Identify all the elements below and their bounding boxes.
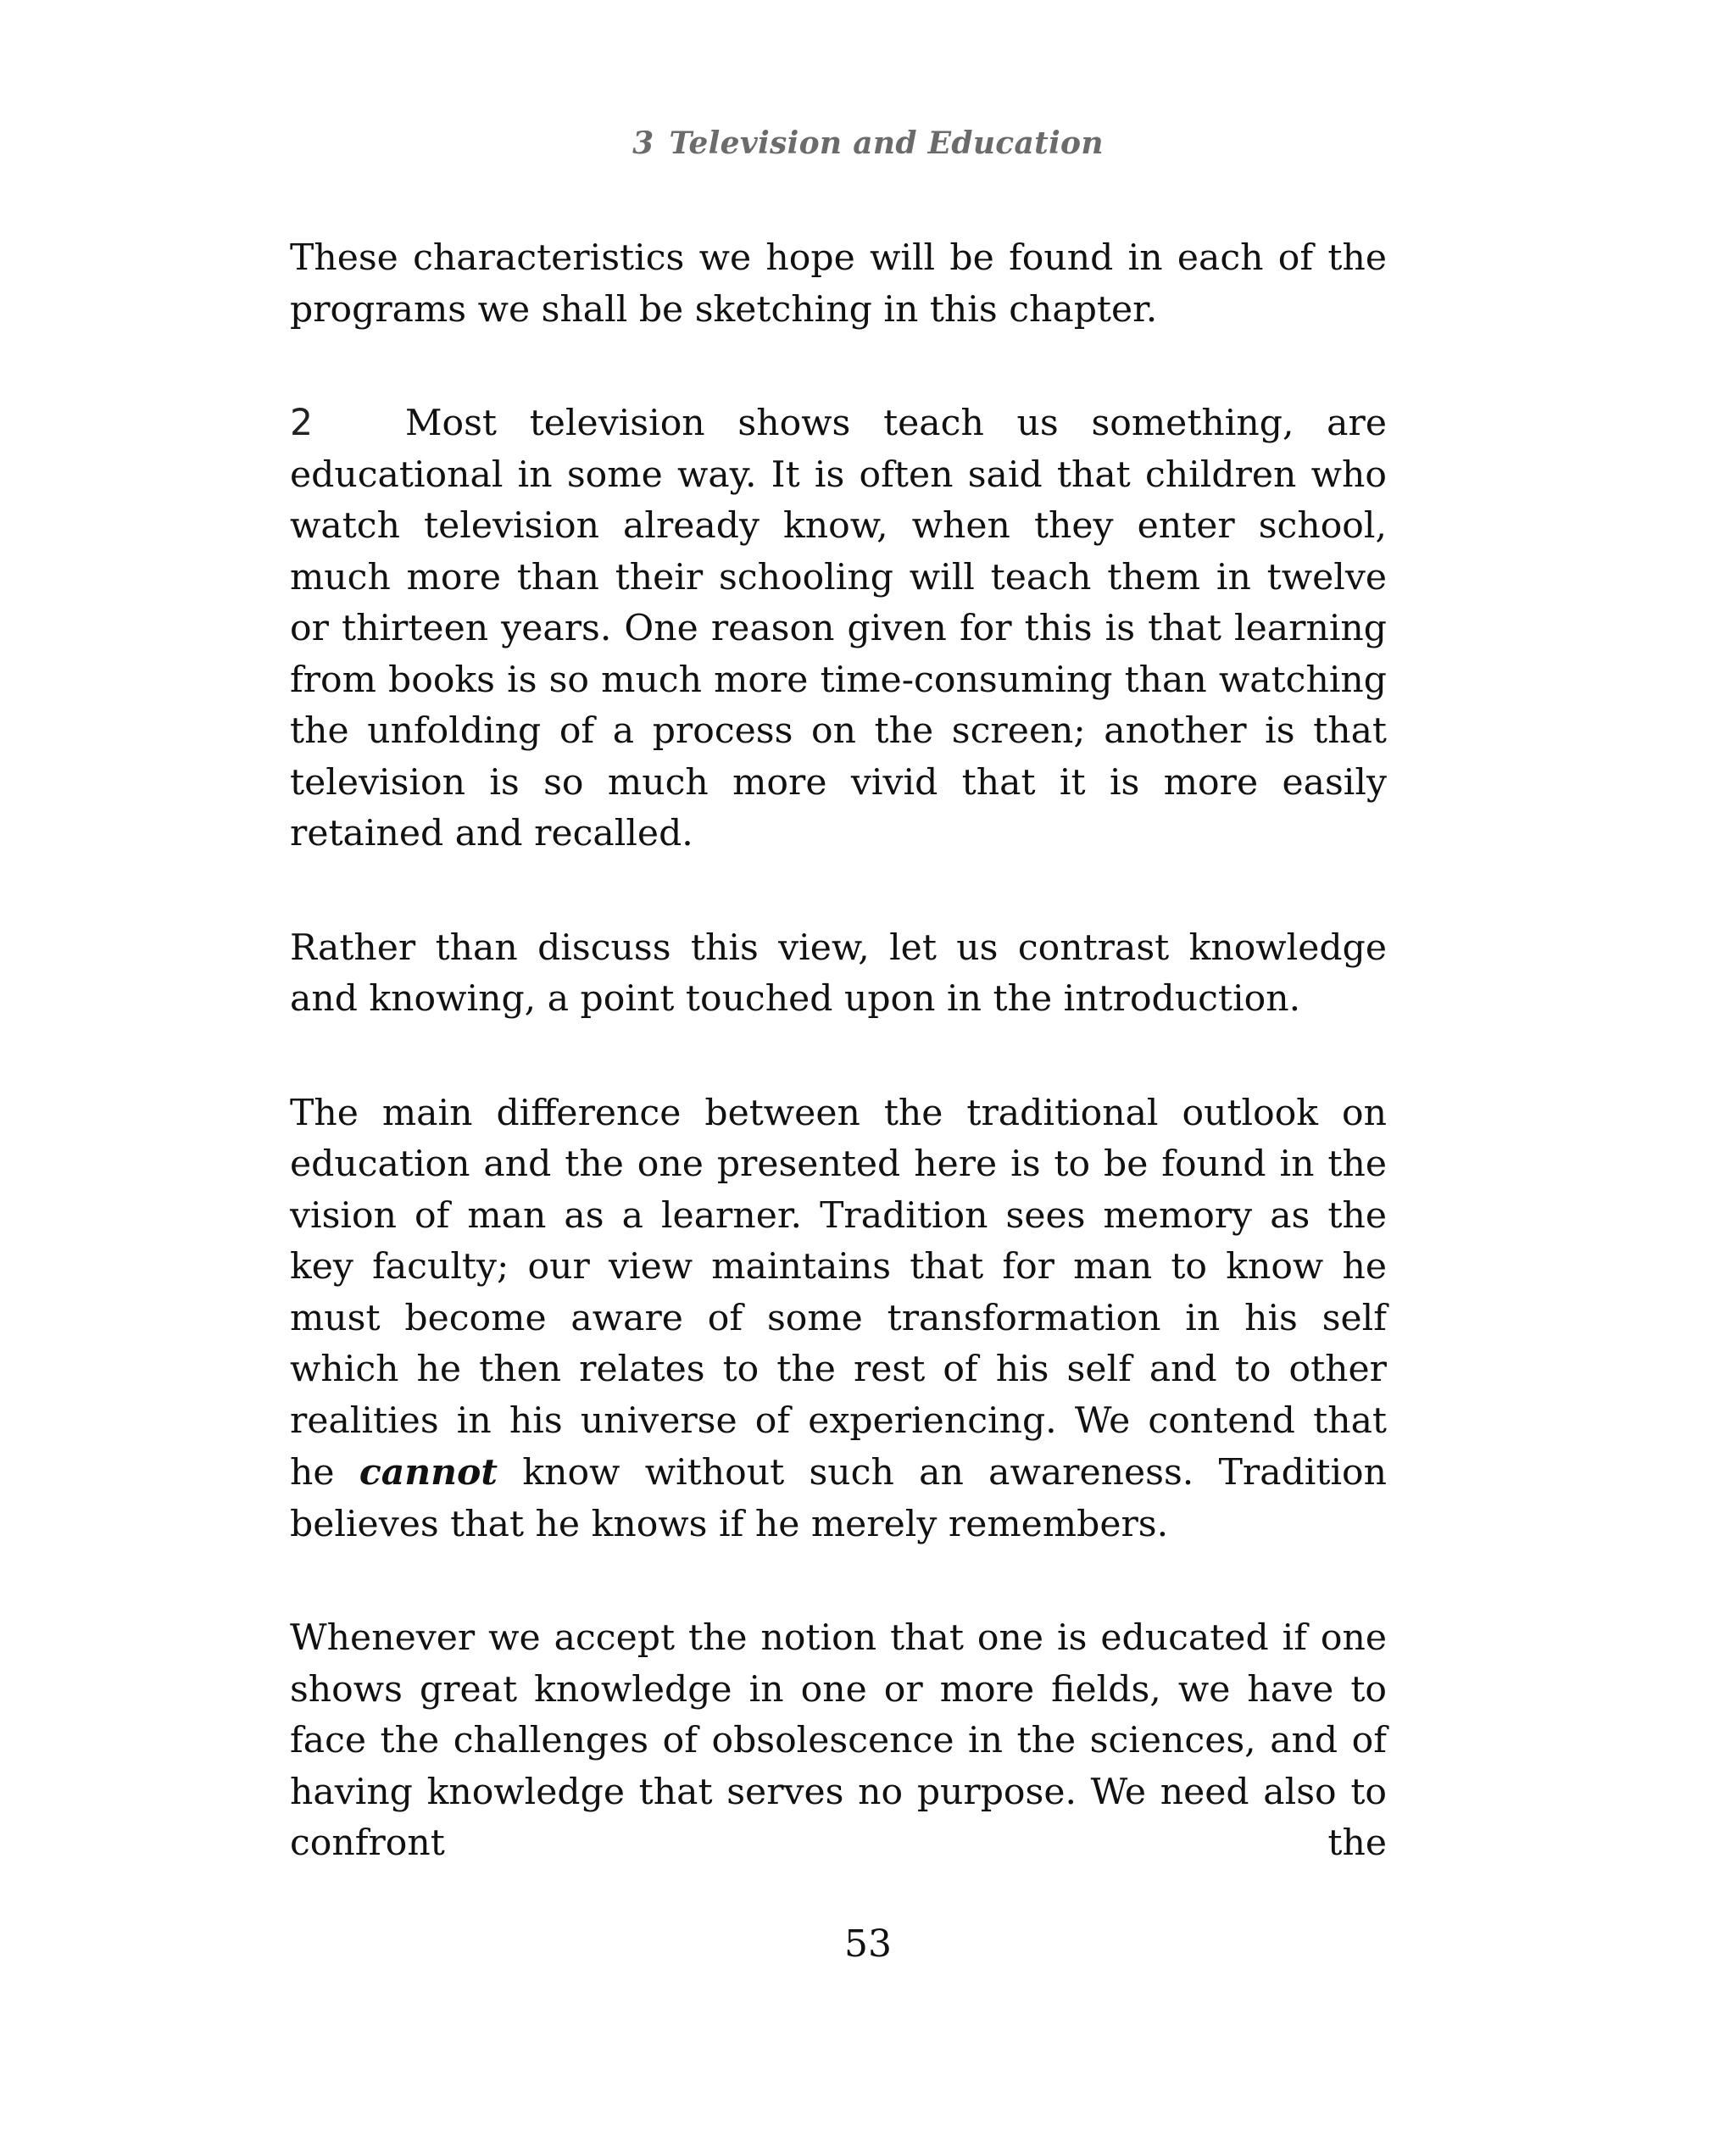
emphasized-word: cannot	[359, 1451, 498, 1494]
paragraph-1	[290, 233, 1387, 336]
paragraph-3	[290, 923, 1387, 1026]
paragraph-text-start: The main difference between the traditional outlook on education and the one presented here is to be found in the vision of man as a learner. Tradition sees memory as the key faculty; our view maintains that for man to know he must become aware of some transformation in his self which he then relates to the rest of his self and to other realities in his universe of experiencing. We contend that he	[290, 1092, 1387, 1494]
paragraph-text: These characteristics we hope will be found in each of the programs we shall be sketching in this chapter.	[290, 237, 1387, 331]
chapter-title: Television and Education	[669, 125, 1104, 161]
paragraph-text: Whenever we accept the notion that one is educated if one shows great knowledge in one or more fields, we have to face the challenges of obsolescence in the sciences, and of having knowledge that serves no purpose. We need also to confront the	[290, 1617, 1387, 1864]
paragraph-text: Rather than discuss this view, let us contrast knowledge and knowing, a point touched upon in the introduction.	[290, 926, 1387, 1020]
paragraph-text: Most television shows teach us something, are educational in some way. It is often said that children who watch television already know, when they enter school, much more than their schooling will teach them in twelve or thirteen years. One reason given for this is that learning from books is so much more time-consuming than watching the unfolding of a process on the screen; another is that television is so much more vivid that it is more easily retained and recalled.	[290, 403, 1387, 854]
paragraph-2	[290, 398, 1387, 860]
page-number: 53	[844, 1922, 892, 1966]
paragraph-text-end: know without such an awareness. Tradition believes that he knows if he merely remembers.	[290, 1452, 1387, 1545]
paragraph-4	[290, 1088, 1387, 1551]
paragraph-5	[290, 1613, 1387, 1870]
body-text	[290, 233, 1387, 1933]
chapter-number: 3	[632, 125, 654, 161]
paragraph-number: 2	[290, 403, 314, 444]
running-header	[0, 125, 1736, 161]
